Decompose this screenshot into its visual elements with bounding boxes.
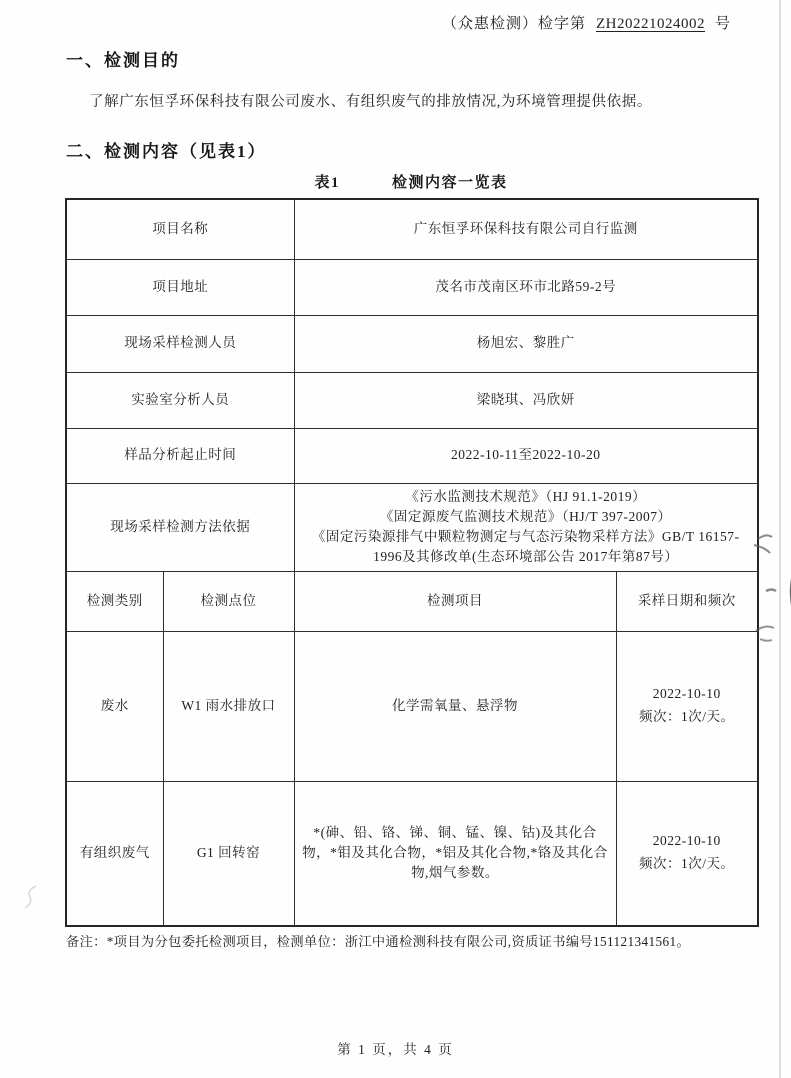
row-label: 实验室分析人员 (66, 372, 294, 428)
items-cell: *(砷、铅、铬、锑、铜、锰、镍、钴)及其化合物，*钼及其化合物，*铝及其化合物,*铬及其化合物,烟气参数。 (294, 781, 616, 926)
section-1-heading: 一、检测目的 (66, 51, 180, 70)
point-cell: G1 回转窑 (163, 781, 294, 926)
row-value: 茂名市茂南区环市北路59-2号 (294, 259, 758, 315)
sample-date: 2022-10-10 (652, 833, 721, 849)
table-row (66, 483, 758, 571)
column-header: 检测点位 (163, 571, 294, 631)
method-line: 《固定污染源排气中颗粒物测定与气态污染物采样方法》GB/T 16157-1996及其修改单(生态环境部公告 2017年第87号） (311, 529, 740, 565)
row-value: 广东恒孚环保科技有限公司自行监测 (294, 199, 758, 259)
page-number: 第 1 页，共 4 页 (337, 1042, 454, 1057)
table-row (66, 781, 758, 926)
purpose-paragraph: 了解广东恒孚环保科技有限公司废水、有组织废气的排放情况,为环境管理提供依据。 (89, 94, 652, 110)
row-label: 项目地址 (66, 259, 294, 315)
table-row (66, 199, 758, 259)
column-header: 检测类别 (66, 571, 163, 631)
column-header: 检测项目 (294, 571, 616, 631)
row-label: 样品分析起止时间 (66, 428, 294, 483)
row-value: 梁晓琪、冯欣妍 (294, 372, 758, 428)
table-row (66, 631, 758, 781)
table-caption (65, 171, 757, 192)
items-cell: 化学需氧量、悬浮物 (294, 631, 616, 781)
footnote: 备注：*项目为分包委托检测项目，检测单位：浙江中通检测科技有限公司,资质证书编号151121341561。 (66, 934, 691, 949)
point-cell: W1 雨水排放口 (163, 631, 294, 781)
sample-frequency: 频次：1次/天。 (638, 856, 735, 872)
sample-date: 2022-10-10 (652, 686, 721, 702)
table-caption-title: 检测内容一览表 (392, 175, 508, 191)
schedule-cell (616, 631, 758, 781)
method-basis-cell (294, 483, 758, 571)
category-cell: 废水 (66, 631, 163, 781)
row-value: 2022-10-11至2022-10-20 (294, 428, 758, 483)
schedule-cell (616, 781, 758, 926)
content-table (65, 198, 759, 927)
scan-edge-line (779, 0, 781, 1078)
table-row (66, 428, 758, 483)
method-line: 《固定源废气监测技术规范》（HJ/T 397-2007） (379, 508, 672, 524)
doc-number: ZH20221024002 (595, 16, 705, 32)
table-header-row (66, 571, 758, 631)
doc-number-prefix: （众惠检测）检字第 (441, 16, 586, 32)
row-label: 项目名称 (66, 199, 294, 259)
scan-artifact-mark (22, 884, 44, 910)
column-header: 采样日期和频次 (616, 571, 758, 631)
table-row (66, 372, 758, 428)
category-cell: 有组织废气 (66, 781, 163, 926)
table-row (66, 259, 758, 315)
method-line: 《污水监测技术规范》（HJ 91.1-2019） (405, 488, 647, 504)
row-value: 杨旭宏、黎胜广 (294, 315, 758, 372)
section-2-heading: 二、检测内容（见表1） (66, 142, 267, 161)
doc-number-suffix: 号 (714, 16, 731, 32)
doc-number-line (442, 12, 731, 33)
table-caption-label: 表1 (314, 175, 340, 191)
row-label: 现场采样检测人员 (66, 315, 294, 372)
sample-frequency: 频次：1次/天。 (638, 709, 735, 724)
table-row (66, 315, 758, 372)
row-label: 现场采样检测方法依据 (66, 483, 294, 571)
